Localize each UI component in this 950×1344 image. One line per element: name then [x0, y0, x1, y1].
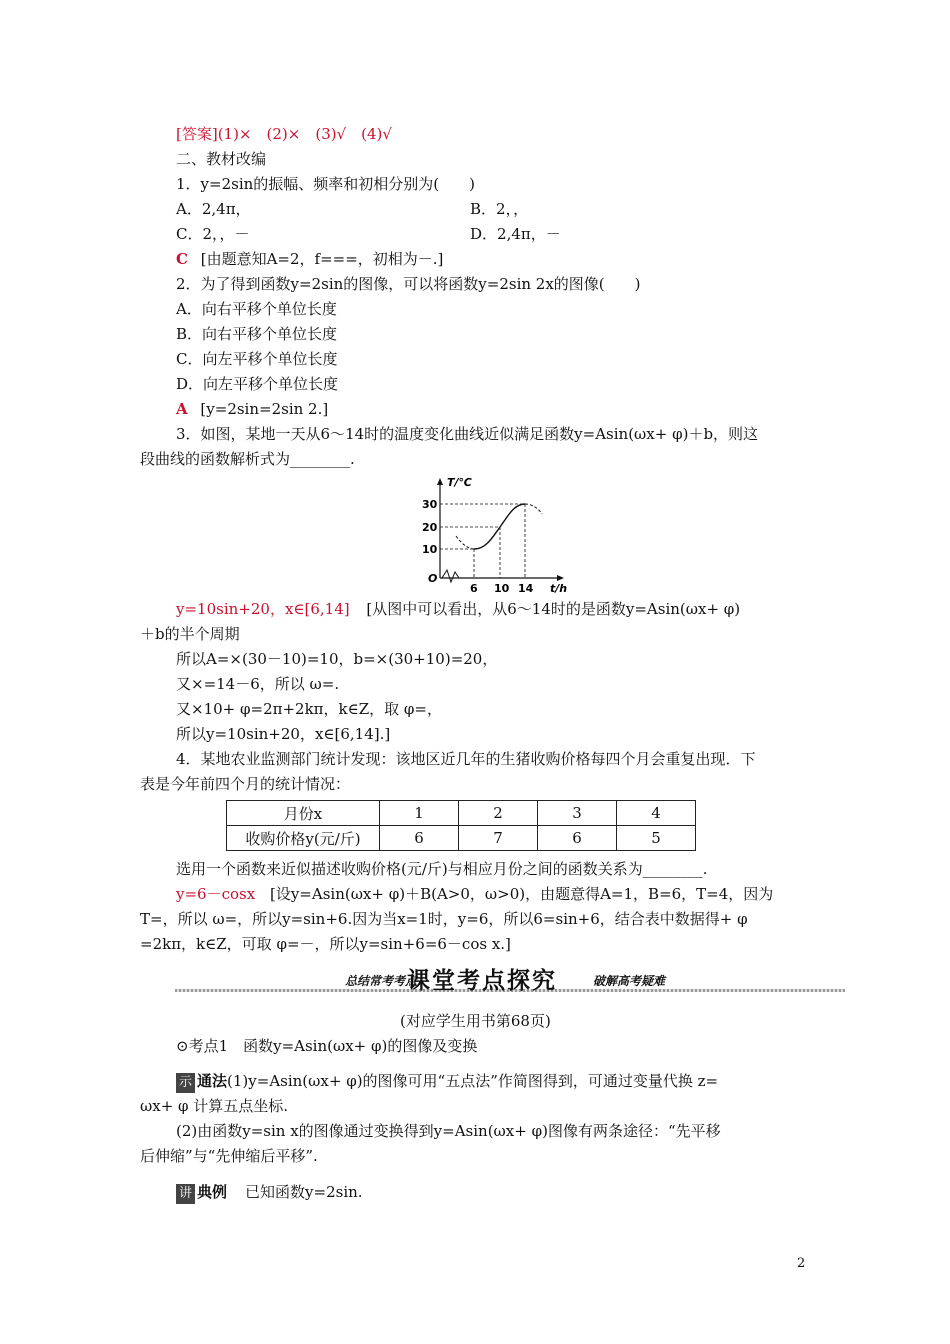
y-tick-20: 20: [422, 521, 438, 534]
table-row: [227, 826, 696, 851]
table-cell: 6: [538, 826, 617, 851]
q1-answer-key: C: [176, 250, 188, 268]
method-line-3: (2)由函数y=sin x的图像通过变换得到y=Asin(ωx+ φ)图像有两条途径：“先平移: [176, 1122, 721, 1140]
q2-option-a: A．向右平移个单位长度: [176, 300, 337, 318]
question-4: 4．某地农业监测部门统计发现：该地区近几年的生猪收购价格每四个月会重复出现．下: [176, 750, 756, 768]
q3-explanation-6: 所以y=10sin+20，x∈[6,14].]: [176, 725, 391, 743]
axis-break: [442, 570, 459, 582]
table-cell: 3: [538, 801, 617, 826]
q1-answer: [176, 249, 443, 269]
question-4-cont: 表是今年前四个月的统计情况：: [140, 775, 351, 793]
table-cell: 2: [459, 801, 538, 826]
answer-line: [176, 124, 392, 144]
question-3-cont: 段曲线的函数解析式为________.: [140, 450, 355, 468]
answer-text: [答案](1)× (2)× (3)√ (4)√: [176, 125, 392, 143]
topic-heading: ⊙考点1 函数y=Asin(ωx+ φ)的图像及变换: [176, 1037, 478, 1055]
example-tag-text: 典例: [197, 1183, 228, 1201]
table-cell: 5: [617, 826, 696, 851]
section-banner: [175, 962, 845, 996]
x-tick-10: 10: [494, 582, 510, 594]
q2-option-d: D．向左平移个单位长度: [176, 375, 339, 393]
y-axis-label: T/℃: [447, 476, 472, 489]
table-row: [227, 801, 696, 826]
q3-answer-key: y=10sin+20，x∈[6,14]: [176, 600, 350, 618]
q1-option-d: D．2,4π，－: [470, 225, 561, 243]
q3-explanation: [从图中可以看出，从6～14时的是函数y=Asin(ωx+ φ): [366, 600, 741, 618]
q2-answer-key: A: [176, 400, 188, 418]
origin-label: O: [428, 572, 438, 585]
curve-left-dashed: [456, 536, 474, 549]
y-axis-arrow: [437, 478, 443, 485]
x-axis-label: t/h: [550, 582, 568, 594]
banner-title: 课堂考点探究: [407, 967, 557, 994]
question-3: 3．如图，某地一天从6～14时的温度变化曲线近似满足函数y=Asin(ωx+ φ)＋b，则这: [176, 425, 759, 443]
method-line-4: 后伸缩”与“先伸缩后平移”.: [140, 1147, 318, 1165]
table-cell: 1: [380, 801, 459, 826]
q4-explanation: [设y=Asin(ωx+ φ)＋B(A>0，ω>0)，由题意得A=1，B=6，T=4，因为: [269, 885, 774, 903]
q2-explanation: [y=2sin=2sin 2.]: [200, 400, 329, 418]
question-4-prompt: 选用一个函数来近似描述收购价格(元/斤)与相应月份之间的函数关系为________.: [176, 860, 708, 878]
q2-option-b: B．向右平移个单位长度: [176, 325, 338, 343]
page-number: 2: [797, 1256, 806, 1271]
q2-answer: [176, 399, 328, 419]
price-table: [226, 800, 696, 851]
curve-right-dashed: [525, 504, 542, 514]
question-1: 1．y=2sin的振幅、频率和初相分别为( ): [176, 175, 475, 193]
temperature-figure: [410, 474, 580, 594]
q2-option-c: C．向左平移个单位长度: [176, 350, 338, 368]
question-2: 2．为了得到函数y=2sin的图像，可以将函数y=2sin 2x的图像( ): [176, 275, 641, 293]
temperature-curve: [474, 504, 525, 549]
q1-explanation: [由题意知A=2，f===，初相为－.]: [200, 250, 444, 268]
table-cell: 月份x: [227, 801, 380, 826]
y-tick-10: 10: [422, 543, 438, 556]
q1-option-c: C．2，，－: [176, 225, 250, 243]
q1-option-a: A．2,4π，: [176, 200, 251, 218]
q3-explanation-2: ＋b的半个周期: [140, 625, 240, 643]
y-tick-30: 30: [422, 498, 438, 511]
table-cell: 7: [459, 826, 538, 851]
table-cell: 4: [617, 801, 696, 826]
q1-option-b: B．2，，: [470, 200, 529, 218]
q3-explanation-4: 又×=14－6，所以 ω=.: [176, 675, 340, 693]
x-axis-arrow: [557, 575, 564, 581]
q3-answer: [176, 599, 740, 619]
table-cell: 收购价格y(元/斤): [227, 826, 380, 851]
method-line-1: [176, 1071, 718, 1093]
example-tag: 讲: [176, 1184, 195, 1204]
q3-explanation-5: 又×10+ φ=2π+2kπ，k∈Z，取 φ=，: [176, 700, 442, 718]
q4-answer: [176, 884, 773, 904]
section-heading: 二、教材改编: [176, 150, 267, 168]
method-tag: 示: [176, 1073, 195, 1093]
q4-explanation-3: =2kπ，k∈Z，可取 φ=－，所以y=sin+6=6－cos x.]: [140, 935, 511, 953]
q4-explanation-2: T=，所以 ω=，所以y=sin+6.因为当x=1时，y=6，所以6=sin+6，结合表中数据得+ φ: [140, 910, 748, 928]
banner-left: 总结常考考点: [345, 974, 418, 988]
example-text: 已知函数y=2sin.: [245, 1183, 363, 1201]
method-text-1: (1)y=Asin(ωx+ φ)的图像可用“五点法”作简图得到，可通过变量代换 z=: [227, 1072, 719, 1090]
method-line-2: ωx+ φ 计算五点坐标.: [140, 1097, 289, 1115]
example-line: [176, 1182, 363, 1204]
table-cell: 6: [380, 826, 459, 851]
banner-right: 破解高考疑难: [593, 974, 666, 988]
q4-answer-key: y=6－cosx: [176, 885, 256, 903]
x-tick-6: 6: [470, 582, 478, 594]
q3-explanation-3: 所以A=×(30－10)=10，b=×(30+10)=20，: [176, 650, 498, 668]
method-tag-text: 通法: [197, 1072, 228, 1090]
x-tick-14: 14: [518, 582, 534, 594]
book-reference: (对应学生用书第68页): [400, 1012, 551, 1030]
